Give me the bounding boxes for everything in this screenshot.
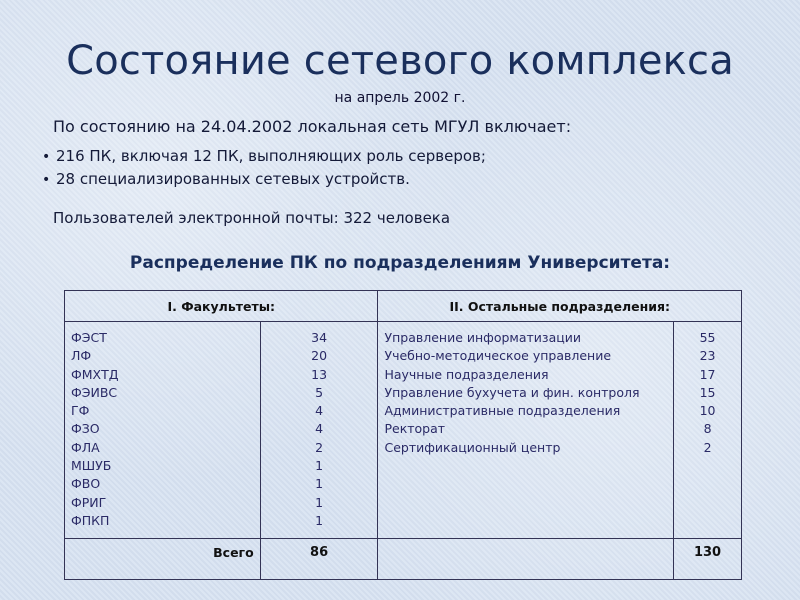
faculty-count: 1 bbox=[315, 512, 324, 528]
total-empty-cell bbox=[378, 539, 674, 580]
faculty-count: 1 bbox=[315, 476, 324, 492]
page-subtitle: на апрель 2002 г. bbox=[334, 90, 466, 106]
bullet-text: 216 ПК, включая 12 ПК, выполняющих роль серверов; bbox=[56, 147, 486, 165]
faculty-count: 2 bbox=[315, 439, 324, 455]
faculty-name: МШУБ bbox=[71, 458, 112, 474]
faculty-name: ФВО bbox=[71, 476, 101, 492]
bullet-icon: • bbox=[42, 172, 51, 188]
department-count: 10 bbox=[699, 403, 716, 419]
faculty-name: ФЛА bbox=[71, 439, 100, 455]
other-names-cell bbox=[378, 322, 674, 539]
department-name: Управление бухучета и фин. контроля bbox=[384, 384, 640, 400]
faculty-names-cell bbox=[65, 322, 261, 539]
faculty-count: 4 bbox=[315, 403, 324, 419]
faculty-name: ФЗО bbox=[71, 421, 100, 437]
faculty-count: 5 bbox=[315, 384, 324, 400]
pc-distribution-table bbox=[64, 290, 742, 580]
page-title: Состояние сетевого комплекса bbox=[66, 38, 734, 84]
bullet-icon: • bbox=[42, 149, 51, 165]
total-faculties: 86 bbox=[260, 539, 378, 580]
faculty-name: ФПКП bbox=[71, 512, 110, 528]
faculty-name: ГФ bbox=[71, 403, 90, 419]
department-name: Административные подразделения bbox=[384, 403, 621, 419]
department-name: Научные подразделения bbox=[384, 366, 549, 382]
header-others: II. Остальные подразделения: bbox=[378, 291, 742, 322]
faculty-counts-cell bbox=[260, 322, 378, 539]
total-row bbox=[65, 539, 742, 580]
faculty-name: ФЭИВС bbox=[71, 384, 118, 400]
department-count: 55 bbox=[699, 330, 716, 345]
faculty-count: 1 bbox=[315, 458, 324, 474]
faculty-count: 1 bbox=[315, 494, 324, 510]
bullet-text: 28 специализированных сетевых устройств. bbox=[56, 170, 410, 188]
faculty-count: 4 bbox=[315, 421, 324, 437]
department-name: Управление информатизации bbox=[384, 330, 581, 345]
header-faculties: I. Факультеты: bbox=[65, 291, 378, 322]
faculty-name: ФЭСТ bbox=[71, 330, 107, 345]
department-count: 15 bbox=[699, 384, 716, 400]
department-name: Учебно-методическое управление bbox=[384, 348, 612, 364]
department-count: 8 bbox=[703, 421, 712, 437]
mail-users-text: Пользователей электронной почты: 322 человека bbox=[53, 209, 451, 227]
department-count: 17 bbox=[699, 366, 716, 382]
department-count: 2 bbox=[703, 439, 712, 455]
list-item bbox=[42, 168, 486, 191]
faculty-count: 13 bbox=[311, 366, 328, 382]
faculty-name: ФМХТД bbox=[71, 366, 119, 382]
department-count: 23 bbox=[699, 348, 716, 364]
bullet-list bbox=[42, 145, 486, 191]
table-title: Распределение ПК по подразделениям Университета: bbox=[129, 253, 671, 273]
table-row bbox=[65, 322, 742, 539]
total-others: 130 bbox=[674, 539, 742, 580]
faculty-count: 34 bbox=[311, 330, 328, 345]
faculty-name: ЛФ bbox=[71, 348, 92, 364]
table-header-row bbox=[65, 291, 742, 322]
other-counts-cell bbox=[674, 322, 742, 539]
total-label: Всего bbox=[65, 539, 261, 580]
intro-text: По состоянию на 24.04.2002 локальная сеть МГУЛ включает: bbox=[53, 117, 572, 136]
list-item bbox=[42, 145, 486, 168]
department-name: Сертификационный центр bbox=[384, 439, 561, 455]
department-name: Ректорат bbox=[384, 421, 446, 437]
faculty-count: 20 bbox=[311, 348, 328, 364]
faculty-name: ФРИГ bbox=[71, 494, 107, 510]
